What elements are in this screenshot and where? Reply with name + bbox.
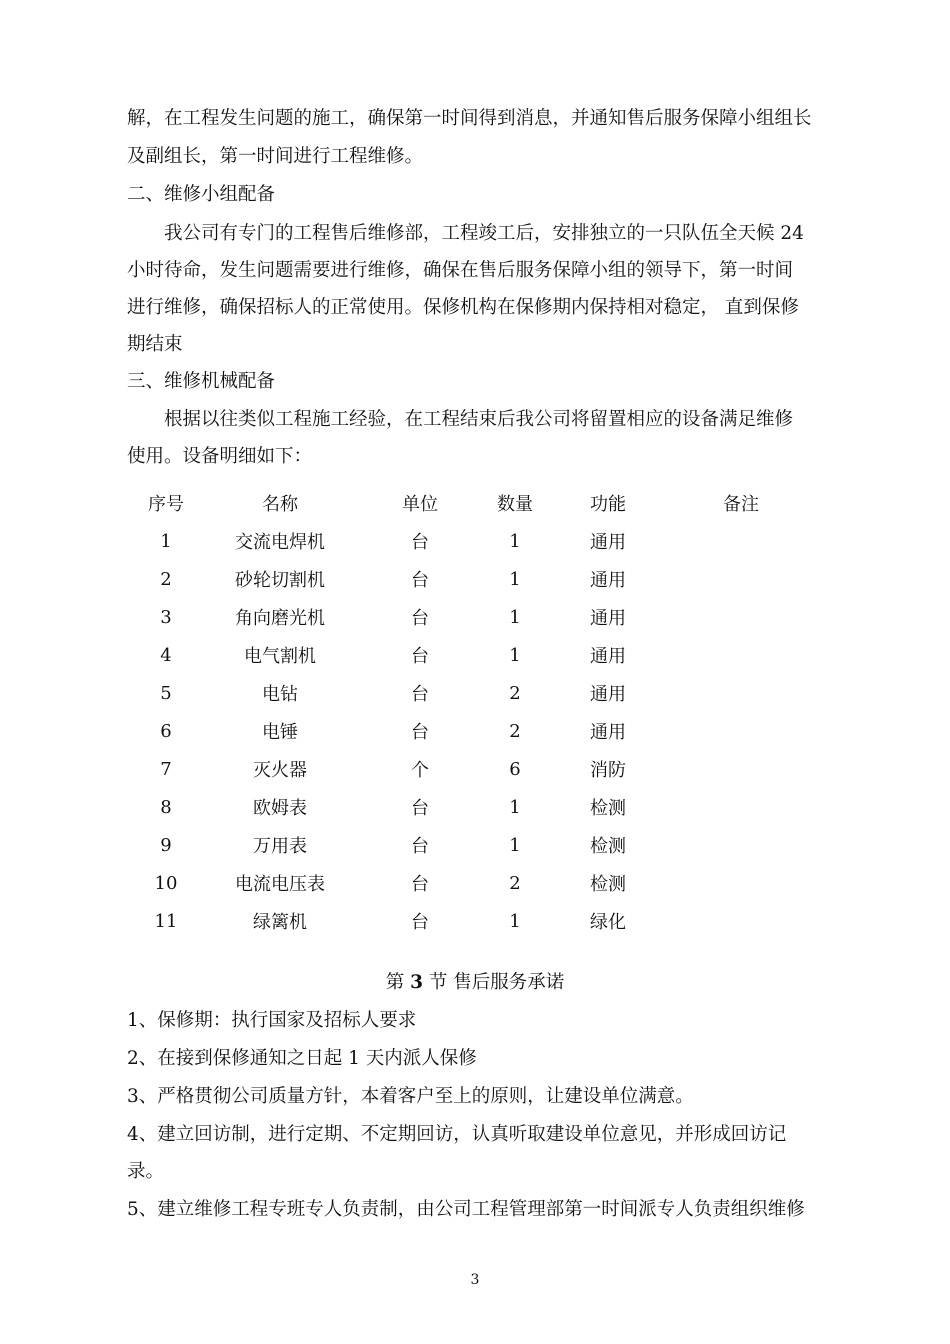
paragraph-line: 及副组长，第一时间进行工程维修。 [127, 146, 424, 167]
cell-note [671, 864, 811, 902]
cell-note [671, 902, 811, 940]
cell-no: 1 [160, 530, 172, 552]
cell-function: 通用 [590, 532, 626, 553]
cell-function: 通用 [590, 684, 626, 705]
paragraph-line: 使用。设备明细如下： [127, 446, 313, 467]
table-row [127, 864, 811, 902]
heading-repair-team: 二、维修小组配备 [127, 184, 276, 205]
commitment-item-cont: 录。 [127, 1161, 165, 1182]
cell-name: 电钻 [262, 684, 298, 705]
cell-qty: 2 [509, 682, 521, 704]
cell-unit: 台 [411, 912, 429, 933]
cell-note [671, 750, 811, 788]
table-body [127, 522, 811, 940]
cell-function: 通用 [590, 608, 626, 629]
cell-qty: 1 [509, 530, 521, 552]
cell-no: 5 [160, 682, 172, 704]
cell-no: 2 [160, 568, 172, 590]
cell-no: 9 [160, 834, 172, 856]
cell-unit: 台 [411, 532, 429, 553]
header-cell-note: 备注 [723, 494, 759, 515]
header-cell-unit: 单位 [402, 494, 438, 515]
cell-qty: 2 [509, 872, 521, 894]
cell-note [671, 560, 811, 598]
equipment-table [127, 484, 811, 940]
header-cell-function: 功能 [590, 494, 626, 515]
cell-qty: 1 [509, 796, 521, 818]
cell-function: 检测 [590, 874, 626, 895]
cell-no: 10 [154, 872, 178, 894]
paragraph-line: 根据以往类似工程施工经验，在工程结束后我公司将留置相应的设备满足维修 [164, 409, 794, 430]
commitment-item: 1、保修期：执行国家及招标人要求 [127, 1010, 417, 1031]
cell-unit: 台 [411, 722, 429, 743]
cell-unit: 台 [411, 646, 429, 667]
paragraph-line: 期结束 [127, 334, 183, 355]
cell-qty: 6 [509, 758, 521, 780]
section-suffix: 节 售后服务承诺 [428, 972, 565, 993]
paragraph-line: 解，在工程发生问题的施工，确保第一时间得到消息，并通知售后服务保障小组组长 [127, 108, 812, 129]
cell-name: 绿篱机 [253, 912, 307, 933]
table-row [127, 674, 811, 712]
table-row [127, 712, 811, 750]
cell-note [671, 522, 811, 560]
table-row [127, 902, 811, 940]
cell-unit: 台 [411, 836, 429, 857]
cell-function: 检测 [590, 836, 626, 857]
cell-unit: 台 [411, 608, 429, 629]
cell-no: 8 [160, 796, 172, 818]
cell-note [671, 788, 811, 826]
cell-no: 7 [160, 758, 172, 780]
section-number: 3 [410, 972, 423, 993]
section-title [0, 971, 950, 995]
cell-unit: 台 [411, 874, 429, 895]
cell-note [671, 598, 811, 636]
cell-unit: 台 [411, 684, 429, 705]
paragraph-line: 进行维修，确保招标人的正常使用。保修机构在保修期内保持相对稳定， 直到保修 [127, 297, 799, 318]
section-prefix: 第 [385, 972, 405, 993]
cell-name: 万用表 [253, 836, 307, 857]
header-cell-qty: 数量 [497, 494, 533, 515]
header-cell-name: 名称 [262, 494, 298, 515]
page-number: 3 [470, 1272, 480, 1288]
cell-function: 通用 [590, 646, 626, 667]
cell-name: 电流电压表 [235, 874, 325, 895]
cell-function: 通用 [590, 570, 626, 591]
cell-no: 4 [160, 644, 172, 666]
paragraph-line: 我公司有专门的工程售后维修部，工程竣工后，安排独立的一只队伍全天候 24 [164, 223, 804, 244]
heading-repair-machinery: 三、维修机械配备 [127, 371, 276, 392]
cell-no: 6 [160, 720, 172, 742]
cell-note [671, 826, 811, 864]
cell-note [671, 674, 811, 712]
cell-function: 通用 [590, 722, 626, 743]
cell-qty: 1 [509, 644, 521, 666]
cell-qty: 1 [509, 606, 521, 628]
table-row [127, 598, 811, 636]
commitment-item: 2、在接到保修通知之日起 1 天内派人保修 [127, 1048, 477, 1069]
cell-no: 11 [154, 910, 178, 932]
cell-qty: 2 [509, 720, 521, 742]
cell-function: 检测 [590, 798, 626, 819]
table-row [127, 788, 811, 826]
header-cell-no: 序号 [148, 494, 184, 515]
cell-unit: 台 [411, 798, 429, 819]
cell-unit: 台 [411, 570, 429, 591]
cell-note [671, 636, 811, 674]
cell-qty: 1 [509, 834, 521, 856]
cell-name: 欧姆表 [253, 798, 307, 819]
commitment-item: 4、建立回访制，进行定期、不定期回访，认真听取建设单位意见，并形成回访记 [127, 1124, 787, 1145]
cell-name: 角向磨光机 [235, 608, 325, 629]
cell-unit: 个 [411, 760, 429, 781]
cell-name: 交流电焊机 [235, 532, 325, 553]
commitment-item: 5、建立维修工程专班专人负责制，由公司工程管理部第一时间派专人负责组织维修 [127, 1199, 805, 1220]
cell-name: 灭火器 [253, 760, 307, 781]
cell-name: 电气割机 [244, 646, 316, 667]
paragraph-line: 小时待命，发生问题需要进行维修，确保在售后服务保障小组的领导下，第一时间 [127, 260, 794, 281]
table-row [127, 522, 811, 560]
cell-function: 绿化 [590, 912, 626, 933]
cell-qty: 1 [509, 910, 521, 932]
table-row [127, 826, 811, 864]
table-row [127, 636, 811, 674]
commitment-item: 3、严格贯彻公司质量方针，本着客户至上的原则，让建设单位满意。 [127, 1086, 694, 1107]
table-header-row [127, 484, 811, 522]
cell-name: 砂轮切割机 [235, 570, 325, 591]
cell-name: 电锤 [262, 722, 298, 743]
cell-qty: 1 [509, 568, 521, 590]
table-row [127, 750, 811, 788]
table-row [127, 560, 811, 598]
cell-function: 消防 [590, 760, 626, 781]
cell-note [671, 712, 811, 750]
cell-no: 3 [160, 606, 172, 628]
